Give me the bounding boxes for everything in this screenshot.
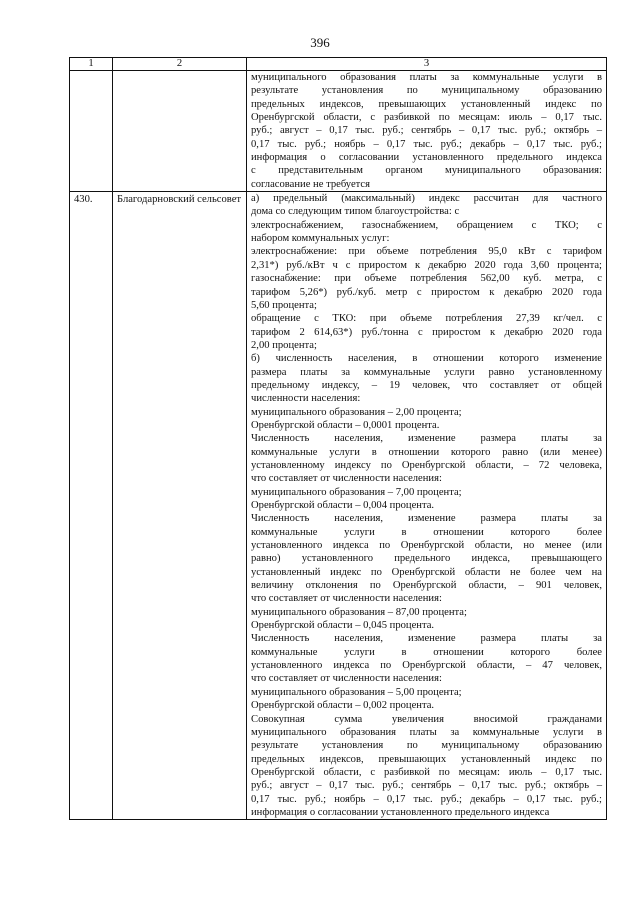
text-line: руб.; август – 0,17 тыс. руб.; сентябрь – 0,17 тыс. руб.; октябрь – — [251, 125, 602, 137]
text-line: Оренбургской области – 0,0001 процента. — [251, 419, 440, 431]
text-line: тарифом 5,26*) руб./куб. метр с приростом к декабрю 2020 года — [251, 286, 602, 298]
row-text — [247, 192, 607, 820]
text-line: коммунальные услуги в отношении которого более — [251, 526, 602, 538]
text-line: коммунальные услуги в отношении которого равно (или менее) — [251, 446, 602, 458]
text-line: установленного индекса по Оренбургской области, – 47 человек, — [251, 660, 602, 672]
row-number: 430. — [70, 192, 113, 820]
text-line: Оренбургской области – 0,004 процента. — [251, 500, 435, 511]
text-line: Совокупная сумма увеличения вносимой гражданами — [251, 713, 602, 725]
text-line: предельных индексов, превышающих установленный индекс по — [251, 753, 602, 765]
text-line: Численность населения, изменение размера платы за — [251, 513, 602, 525]
text-line: 2,31*) руб./кВт ч с приростом к декабрю 2020 года 3,60 процента; — [251, 259, 602, 271]
text-line: муниципального образования платы за коммунальные услуги в — [251, 72, 602, 83]
text-line: тарифом 2 614,63*) руб./тонна с приростом к декабрю 2020 года — [251, 326, 602, 338]
text-line: численности населения: — [251, 393, 361, 405]
text-line: установленному индексу по Оренбургской области, – 72 человека, — [251, 459, 602, 471]
text-line: предельных индексов, превышающих установленный индекс по — [251, 98, 602, 110]
table-row — [70, 192, 607, 820]
text-line: муниципального образования – 87,00 процента; — [251, 606, 467, 618]
table-row — [70, 71, 607, 192]
text-line: установленного индекса по Оренбургской области, но менее (или — [251, 540, 602, 552]
text-line: электроснабжением, газоснабжением, обращением с ТКО; с — [251, 219, 602, 231]
text-line: газоснабжение: при объеме потребления 562,00 куб. метра, с — [251, 273, 602, 285]
text-line: муниципального образования платы за коммунальные услуги в — [251, 726, 602, 738]
row-text — [247, 71, 607, 192]
column-header-2: 2 — [113, 58, 247, 71]
page-number: 396 — [310, 35, 330, 50]
text-line: установленный индекс по Оренбургской области не более чем на — [251, 566, 602, 578]
text-line: муниципального образования – 5,00 процента; — [251, 686, 462, 698]
text-line: 2,00 процента; — [251, 339, 317, 351]
row-name — [113, 71, 247, 192]
text-line: 0,17 тыс. руб.; ноябрь – 0,17 тыс. руб.; декабрь – 0,17 тыс. руб.; — [251, 138, 602, 150]
row-text-lines — [251, 192, 602, 819]
row-number — [70, 71, 113, 192]
text-line: согласование не требуется — [251, 178, 371, 190]
text-line: результате установления по муниципальному образованию — [251, 85, 602, 97]
data-table — [69, 57, 607, 820]
text-line: набором коммунальных услуг: — [251, 233, 390, 245]
text-line: информация о согласовании установленного предельного индекса — [251, 152, 602, 164]
text-line: Оренбургской области – 0,045 процента. — [251, 620, 435, 632]
text-line: а) предельный (максимальный) индекс рассчитан для частного — [251, 193, 602, 205]
text-line: руб.; август – 0,17 тыс. руб.; сентябрь – 0,17 тыс. руб.; октябрь – — [251, 780, 602, 792]
text-line: Оренбургской области, с разбивкой по месяцам: июль – 0,17 тыс. — [251, 112, 602, 124]
text-line: 0,17 тыс. руб.; ноябрь – 0,17 тыс. руб.; декабрь – 0,17 тыс. руб.; — [251, 793, 602, 805]
text-line: величину отклонения по Оренбургской области, – 901 человек, — [251, 580, 602, 592]
text-line: размера платы за коммунальные услуги равно установленному — [251, 366, 602, 378]
row-name: Благодарновский сельсовет — [113, 192, 247, 820]
table-header-row — [70, 58, 607, 71]
text-line: что составляет от численности населения: — [251, 473, 442, 485]
column-header-1: 1 — [70, 58, 113, 71]
text-line: муниципального образования – 7,00 процента; — [251, 486, 462, 498]
text-line: 5,60 процента; — [251, 299, 317, 311]
row-text-lines — [251, 71, 602, 191]
text-line: информация о согласовании установленного предельного индекса — [251, 806, 550, 818]
text-line: Оренбургской области, с разбивкой по месяцам: июль – 0,17 тыс. — [251, 766, 602, 778]
text-line: Численность населения, изменение размера платы за — [251, 433, 602, 445]
text-line: дома со следующим типом благоустройства: с — [251, 206, 460, 218]
text-line: Численность населения, изменение размера платы за — [251, 633, 602, 645]
text-line: электроснабжение: при объеме потребления 95,0 кВт с тарифом — [251, 246, 602, 258]
text-line: обращение с ТКО: при объеме потребления 27,39 кг/чел. с — [251, 313, 602, 325]
text-line: б) численность населения, в отношении которого изменение — [251, 353, 602, 365]
text-line: что составляет от численности населения: — [251, 673, 442, 685]
text-line: Оренбургской области – 0,002 процента. — [251, 700, 435, 712]
text-line: с представительным органом муниципального образования: — [251, 165, 602, 177]
text-line: что составляет от численности населения: — [251, 593, 442, 605]
text-line: коммунальные услуги в отношении которого более — [251, 646, 602, 658]
text-line: равно) установленного предельного индекса, превышающего — [251, 553, 602, 565]
text-line: муниципального образования – 2,00 процента; — [251, 406, 462, 418]
text-line: предельному индексу, – 19 человек, что составляет от общей — [251, 379, 602, 391]
column-header-3: 3 — [247, 58, 607, 71]
text-line: результате установления по муниципальному образованию — [251, 740, 602, 752]
